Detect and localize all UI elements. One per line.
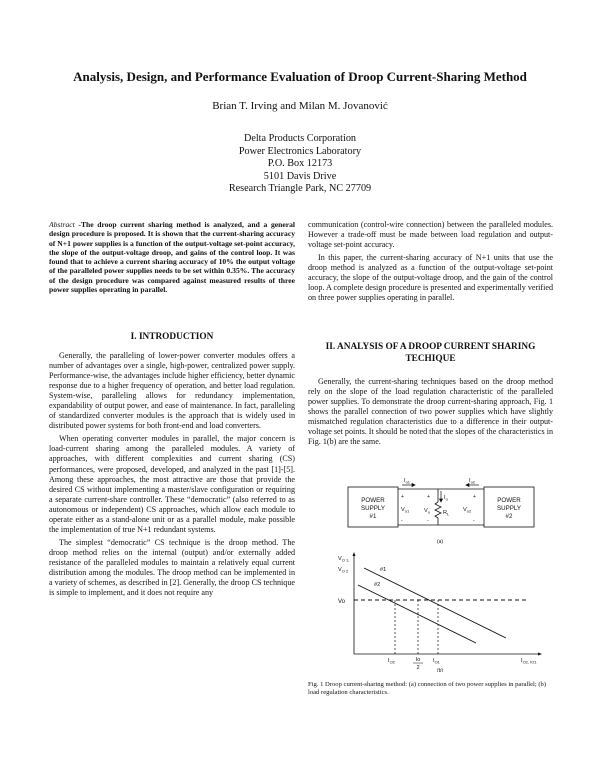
y-axis-arrowhead [353,552,356,556]
minus-mark: - [401,518,403,524]
y-axis-label-top: $V_{O 1,}$ [338,556,350,563]
vo-label: $V_o$ [424,508,430,515]
introduction-body [49,351,295,598]
affiliation-line: 5101 Davis Drive [263,170,337,182]
curve-1-label: #1 [380,567,387,573]
y-axis-label-bottom: $V_{O 2}$ [338,567,349,574]
vo2-label: $V_{o2}$ [463,507,472,514]
paragraph: In this paper, the current-sharing accuracy of N+1 units that use the droop method is analyzed as a function of the output-voltage set-point accuracy, the slope of the output-voltage droop, and the gain of the control loop. A complete design procedure is presented and experimentally verified on three power supplies operating in parallel. [308,253,553,303]
section-heading-introduction: I. INTRODUCTION [130,332,214,342]
ps1-line: SUPPLY [361,505,385,512]
ps2-line: POWER [497,497,521,504]
x-label-half-io-denominator: 2 [416,665,420,671]
paragraph: The simplest “democratic” CS technique is the droop method. The droop method relies on the internal (output) and/or externally added resistance of the paralleled modules to maintain a relatively equal current distribution among the modules. The droop method can be implemented in a variety of schemes, as described in [2]. Generally, the droop CS technique is simple to implement, and it does not require any [49,537,295,598]
plus-mark: + [427,494,430,500]
paragraph: Generally, the current-sharing techniques based on the droop method rely on the slope of the load regulation characteristic of the paralleled power supplies. To demonstrate the droop current-sharing approach, Fig. 1 shows the parallel connection of two power supplies which have slightly mismatched regulation characteristics due to a difference in their output-voltage set points. It should be noted that the slopes of the characteristics in Fig. 1(b) are the same. [308,377,553,447]
section-heading-analysis [308,341,553,365]
affiliation [0,133,600,196]
ps1-line: #1 [369,513,377,520]
paragraph: communication (control-wire connection) between the paralleled modules. However a trade-off must be made between load regulation and output-voltage set-point accuracy. [308,220,553,250]
heading-line: II. ANALYSIS OF A DROOP CURRENT SHARING [325,342,536,352]
power-supply-2-label [497,497,521,520]
affiliation-line: Delta Products Corporation [243,133,357,144]
power-supply-1-label [361,497,385,520]
abstract-text: -The droop current sharing method is analyzed, and a general design procedure is proposed. It is shown that the current-sharing accuracy of N+1 power supplies is a function of the output-voltage set-point accuracy, the slope of the output-voltage droop, and gains of the control loop. It was found that to achieve a current sharing accuracy of 10% the output voltage of the paralleled power supplies needs to be set within 0.35%. The accuracy of the design procedure was compared against measured results of three power supplies operating in parallel. [49,220,295,295]
curve-2-label: #2 [374,582,381,588]
io-arrowhead [440,499,443,502]
plus-mark: + [401,494,404,500]
vo-level-label: Vo [338,599,346,605]
io2-label: $I_{o2}$ [469,478,476,485]
x-label-io1: $I_{O1}$ [433,658,440,665]
figure-caption: Fig. 1 Droop current-sharing method: (a) connection of two power supplies in parallel; (b) load regulation characteristics. [308,681,547,697]
ps1-line: POWER [361,497,385,504]
affiliation-line: Research Triangle Park, NC 27709 [228,183,372,195]
io1-arrowhead [412,484,415,487]
io1-label: $I_{o1}$ [404,478,411,485]
vo1-label: $V_{o1}$ [401,507,410,514]
right-column-body [308,220,553,303]
x-label-io2: $I_{O2}$ [388,658,395,665]
subfigure-label-b: (b) [436,668,444,672]
ps2-line: SUPPLY [497,505,521,512]
paragraph: Generally, the paralleling of lower-power converter modules offers a number of advantages over a single, high-power, centralized power supply. Performance-wise, the advantages include higher efficiency, better dynamic response due to a higher frequency of operation, and better load regulation. System-wise, paralleling allows for redundancy implementation, expandability of output power, and ease of maintenance. In fact, paralleling of standardized converter modules is the approach that is widely used in distributed power systems for both front-end and load converters. [49,351,295,431]
io-label: $I_o$ [444,495,448,502]
abstract-lead: Abstract [49,220,75,229]
abstract [49,220,295,294]
rl-label: $R_L$ [443,510,450,517]
current-arrows [402,484,479,503]
x-axis-arrowhead [538,653,542,656]
curve-supply-1 [364,568,506,638]
paragraph: When operating converter modules in parallel, the major concern is load-current sharing among the paralleled modules. A variety of approaches, with different complexities and current sharing (CS) performances, were proposed, developed, and analyzed in the past [1]-[5]. Among these approaches, the most attractive are those that provide the desired CS without implementing a master/slave configuration or requiring a separate current-share controller. These “democratic” (also referred to as autonomous or independent) CS approaches, which allow each module to operate either as a stand-alone unit or as a parallel module, make possible the implementation of true N+1 redundant systems. [49,434,295,534]
authors: Brian T. Irving and Milan M. Jovanović [212,100,388,112]
x-axis-label: $I_{O2, IO1}$ [521,658,537,665]
heading-line: TECHIQUE [405,354,456,364]
analysis-body [308,377,553,447]
affiliation-line: P.O. Box 12173 [267,158,333,170]
plus-mark: + [473,494,476,500]
minus-mark: - [473,518,475,524]
load-resistor [435,502,441,518]
ps2-line: #2 [505,513,513,520]
subfigure-label-a: (a) [436,539,444,545]
figure-1 [308,472,553,672]
paper-title: Analysis, Design, and Performance Evaluation of Droop Current-Sharing Method [73,69,527,84]
affiliation-line: Power Electronics Laboratory [238,145,362,157]
minus-mark: - [427,518,429,524]
x-label-half-io-numerator: Io [415,657,421,663]
